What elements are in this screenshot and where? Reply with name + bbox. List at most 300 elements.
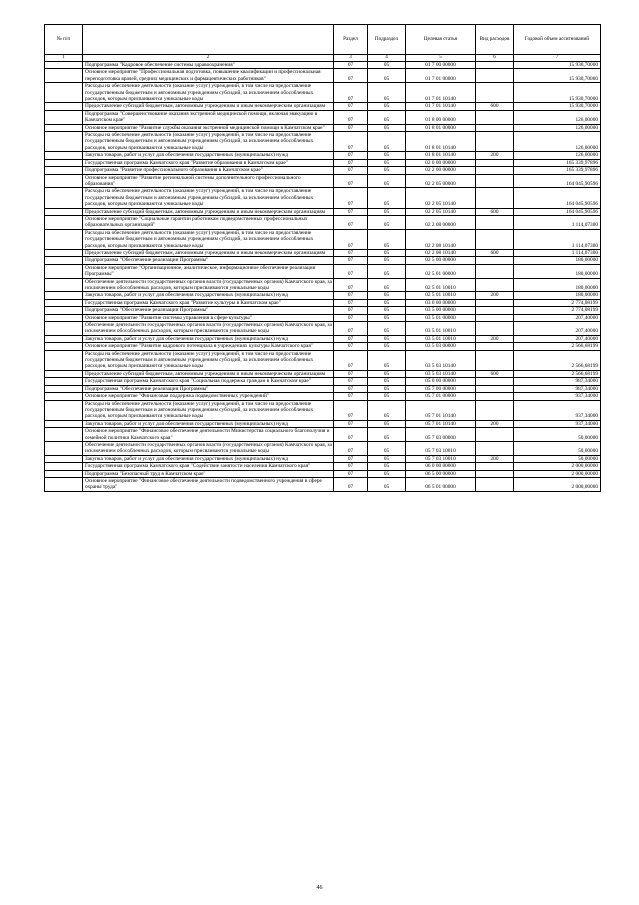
row-target-article-cell: 01 8 01 10140 [406, 152, 476, 159]
row-subsection-cell: 05 [368, 378, 406, 385]
row-number-cell [45, 249, 83, 256]
row-name-cell: Основное мероприятие "Профессиональная подготовка, повышение квалификации и профессиональная переподготовка врачей, средних медицинских и фармацевтических работников" [83, 69, 334, 83]
budget-table-sheet [44, 24, 600, 492]
table-row [45, 69, 601, 83]
table-row [45, 441, 601, 455]
row-number-cell [45, 110, 83, 124]
row-section-cell: 07 [334, 103, 368, 110]
row-target-article-cell: 06 5 00 00000 [406, 470, 476, 477]
row-number-cell [45, 292, 83, 299]
row-expense-type-cell [476, 350, 514, 370]
row-section-cell: 07 [334, 385, 368, 392]
row-amount-cell: 207,40000 [514, 322, 601, 336]
row-number-cell [45, 188, 83, 208]
row-target-article-cell: 01 8 01 00000 [406, 124, 476, 131]
row-section-cell: 07 [334, 378, 368, 385]
row-subsection-cell: 05 [368, 385, 406, 392]
row-section-cell: 07 [334, 167, 368, 174]
row-target-article-cell: 05 0 00 00000 [406, 378, 476, 385]
row-name-cell: Подпрограмма "Развитие профессионального образования в Камчатском крае" [83, 167, 334, 174]
row-target-article-cell: 03 5 01 00000 [406, 314, 476, 321]
row-section-cell: 07 [334, 124, 368, 131]
row-expense-type-cell [476, 400, 514, 420]
row-number-cell [45, 322, 83, 336]
table-row [45, 62, 601, 69]
row-amount-cell: 164 045,90596 [514, 208, 601, 215]
row-amount-cell: 1 114,07300 [514, 249, 601, 256]
row-name-cell: Государственная программа Камчатского края "Развитие культуры в Камчатском крае" [83, 299, 334, 306]
row-target-article-cell: 02 5 01 10010 [406, 278, 476, 292]
row-amount-cell: 180,00000 [514, 264, 601, 278]
row-target-article-cell: 01 7 00 00000 [406, 62, 476, 69]
table-row [45, 215, 601, 229]
table-row [45, 152, 601, 159]
row-section-cell: 07 [334, 229, 368, 249]
table-row [45, 370, 601, 377]
row-number-cell [45, 208, 83, 215]
row-section-cell: 07 [334, 335, 368, 342]
table-row [45, 167, 601, 174]
row-target-article-cell: 03 5 01 10010 [406, 335, 476, 342]
row-number-cell [45, 441, 83, 455]
row-subsection-cell: 05 [368, 83, 406, 103]
row-number-cell [45, 124, 83, 131]
row-name-cell: Расходы на обеспечение деятельности (оказание услуг) учреждений, в том числе на предоставление государственным бюджетным и автономным учреждениям субсидий, за исключением обособленных расходов, которым присваиваются уникальные коды [83, 83, 334, 103]
row-target-article-cell: 05 7 01 00000 [406, 393, 476, 400]
row-name-cell: Основное мероприятие "Развитие службы оказания экстренной медицинской помощи в Камчатском крае" [83, 124, 334, 131]
row-target-article-cell: 05 7 03 10010 [406, 455, 476, 462]
header-section: Раздел [334, 25, 368, 55]
row-subsection-cell: 05 [368, 370, 406, 377]
row-subsection-cell: 05 [368, 110, 406, 124]
row-subsection-cell: 05 [368, 428, 406, 442]
row-number-cell [45, 174, 83, 188]
row-subsection-cell: 05 [368, 307, 406, 314]
row-amount-cell: 15 930,70000 [514, 62, 601, 69]
row-expense-type-cell [476, 188, 514, 208]
row-expense-type-cell [476, 307, 514, 314]
row-subsection-cell: 05 [368, 463, 406, 470]
row-expense-type-cell [476, 322, 514, 336]
row-subsection-cell: 05 [368, 62, 406, 69]
column-number: 6 [476, 55, 514, 62]
header-name [83, 25, 334, 55]
row-expense-type-cell [476, 314, 514, 321]
table-row [45, 174, 601, 188]
row-section-cell: 07 [334, 69, 368, 83]
row-amount-cell: 126,00000 [514, 152, 601, 159]
row-target-article-cell: 02 2 08 00000 [406, 215, 476, 229]
row-amount-cell: 2 000,00000 [514, 477, 601, 491]
table-row [45, 264, 601, 278]
row-section-cell: 07 [334, 264, 368, 278]
row-name-cell: Расходы на обеспечение деятельности (оказание услуг) учреждений, в том числе на предоставление государственным бюджетным и автономным учреждениям субсидий, за исключением обособленных расходов, которым присваиваются уникальные коды [83, 229, 334, 249]
row-expense-type-cell: 200 [476, 455, 514, 462]
row-name-cell: Основное мероприятие "Финансовая поддержка подведомственных учреждений" [83, 393, 334, 400]
row-number-cell [45, 69, 83, 83]
row-amount-cell: 164 045,90596 [514, 188, 601, 208]
row-number-cell [45, 215, 83, 229]
row-subsection-cell: 05 [368, 159, 406, 166]
row-number-cell [45, 420, 83, 427]
row-expense-type-cell [476, 477, 514, 491]
row-subsection-cell: 05 [368, 299, 406, 306]
row-name-cell: Закупка товаров, работ и услуг для обеспечения государственных (муниципальных) нужд [83, 455, 334, 462]
row-subsection-cell: 05 [368, 257, 406, 264]
row-amount-cell: 126,00000 [514, 124, 601, 131]
row-section-cell: 07 [334, 463, 368, 470]
row-subsection-cell: 05 [368, 477, 406, 491]
row-expense-type-cell [476, 385, 514, 392]
row-section-cell: 07 [334, 441, 368, 455]
row-section-cell: 07 [334, 314, 368, 321]
row-target-article-cell: 01 7 01 10140 [406, 83, 476, 103]
row-target-article-cell: 03 5 01 10010 [406, 322, 476, 336]
row-amount-cell: 937,34000 [514, 393, 601, 400]
row-expense-type-cell [476, 299, 514, 306]
row-subsection-cell: 05 [368, 322, 406, 336]
row-name-cell: Подпрограмма "Безопасный труд в Камчатском крае" [83, 470, 334, 477]
table-row [45, 278, 601, 292]
row-expense-type-cell [476, 343, 514, 350]
row-number-cell [45, 167, 83, 174]
row-section-cell: 07 [334, 393, 368, 400]
row-name-cell: Закупка товаров, работ и услуг для обеспечения государственных (муниципальных) нужд [83, 152, 334, 159]
row-number-cell [45, 343, 83, 350]
row-expense-type-cell [476, 159, 514, 166]
row-expense-type-cell [476, 69, 514, 83]
row-expense-type-cell [476, 167, 514, 174]
row-amount-cell: 1 114,07300 [514, 229, 601, 249]
row-target-article-cell: 01 8 00 00000 [406, 110, 476, 124]
row-amount-cell: 180,00000 [514, 278, 601, 292]
table-row [45, 393, 601, 400]
table-row [45, 470, 601, 477]
row-section-cell: 07 [334, 174, 368, 188]
row-expense-type-cell [476, 278, 514, 292]
table-row [45, 307, 601, 314]
row-number-cell [45, 83, 83, 103]
row-section-cell: 07 [334, 470, 368, 477]
row-section-cell: 07 [334, 370, 368, 377]
row-target-article-cell: 02 5 00 00000 [406, 257, 476, 264]
table-row [45, 132, 601, 152]
row-section-cell: 07 [334, 110, 368, 124]
row-target-article-cell: 05 7 01 10140 [406, 420, 476, 427]
row-name-cell: Закупка товаров, работ и услуг для обеспечения государственных (муниципальных) нужд [83, 335, 334, 342]
row-name-cell: Основное мероприятие "Организационное, аналитическое, информационное обеспечение реализации Программы" [83, 264, 334, 278]
row-amount-cell: 1 114,07300 [514, 215, 601, 229]
row-section-cell: 07 [334, 420, 368, 427]
table-row [45, 314, 601, 321]
table-body [45, 62, 601, 492]
row-number-cell [45, 370, 83, 377]
table-row [45, 208, 601, 215]
row-section-cell: 07 [334, 299, 368, 306]
row-section-cell: 07 [334, 188, 368, 208]
row-target-article-cell: 02 0 00 00000 [406, 159, 476, 166]
header-expense-type: Вид расходов [476, 25, 514, 55]
row-subsection-cell: 05 [368, 264, 406, 278]
row-number-cell [45, 152, 83, 159]
row-target-article-cell: 06 5 01 00000 [406, 477, 476, 491]
row-name-cell: Расходы на обеспечение деятельности (оказание услуг) учреждений, в том числе на предоставление государственным бюджетным и автономным учреждениям субсидий, за исключением обособленных расходов, которым присваиваются уникальные коды [83, 400, 334, 420]
row-expense-type-cell [476, 441, 514, 455]
row-expense-type-cell [476, 62, 514, 69]
row-expense-type-cell [476, 229, 514, 249]
row-subsection-cell: 05 [368, 208, 406, 215]
table-row [45, 229, 601, 249]
row-target-article-cell: 02 5 01 00000 [406, 264, 476, 278]
table-row [45, 83, 601, 103]
row-expense-type-cell: 200 [476, 292, 514, 299]
row-section-cell: 07 [334, 322, 368, 336]
row-subsection-cell: 05 [368, 393, 406, 400]
row-section-cell: 07 [334, 400, 368, 420]
row-expense-type-cell [476, 215, 514, 229]
table-row [45, 188, 601, 208]
row-number-cell [45, 229, 83, 249]
table-row [45, 477, 601, 491]
row-section-cell: 07 [334, 62, 368, 69]
row-number-cell [45, 350, 83, 370]
row-expense-type-cell: 600 [476, 249, 514, 256]
row-name-cell: Основное мероприятие "Развитие кадрового потенциала в учреждениях культуры Камчатского края" [83, 343, 334, 350]
row-subsection-cell: 05 [368, 124, 406, 131]
row-amount-cell: 2 566,68199 [514, 370, 601, 377]
row-target-article-cell: 02 2 00 00000 [406, 167, 476, 174]
header-subsection: Подраздел [368, 25, 406, 55]
row-section-cell: 07 [334, 477, 368, 491]
row-section-cell: 07 [334, 455, 368, 462]
row-name-cell: Предоставление субсидий бюджетным, автономным учреждениям и иным некоммерческим организациям [83, 370, 334, 377]
row-amount-cell: 987,34000 [514, 385, 601, 392]
row-amount-cell: 50,00000 [514, 455, 601, 462]
header-target-article: Целевая статья [406, 25, 476, 55]
row-expense-type-cell [476, 83, 514, 103]
table-row [45, 343, 601, 350]
row-amount-cell: 165 339,97896 [514, 159, 601, 166]
row-amount-cell: 937,34000 [514, 400, 601, 420]
row-subsection-cell: 05 [368, 174, 406, 188]
row-subsection-cell: 05 [368, 249, 406, 256]
table-row [45, 378, 601, 385]
table-row [45, 249, 601, 256]
row-target-article-cell: 02 2 08 10140 [406, 249, 476, 256]
row-name-cell: Основное мероприятие "Социальные гарантии работникам подведомственных профессиональных образовательных организаций" [83, 215, 334, 229]
row-expense-type-cell [476, 428, 514, 442]
row-target-article-cell: 06 0 00 00000 [406, 463, 476, 470]
row-section-cell: 07 [334, 428, 368, 442]
row-number-cell [45, 257, 83, 264]
row-target-article-cell: 05 7 01 10140 [406, 400, 476, 420]
row-subsection-cell: 05 [368, 152, 406, 159]
row-subsection-cell: 05 [368, 167, 406, 174]
row-expense-type-cell [476, 470, 514, 477]
row-subsection-cell: 05 [368, 292, 406, 299]
row-name-cell: Предоставление субсидий бюджетным, автономным учреждениям и иным некоммерческим организациям [83, 249, 334, 256]
row-target-article-cell: 02 2 08 10140 [406, 229, 476, 249]
row-name-cell: Государственная программа Камчатского края "Социальная поддержка граждан в Камчатском крае" [83, 378, 334, 385]
table-row [45, 428, 601, 442]
row-name-cell: Расходы на обеспечение деятельности (оказание услуг) учреждений, в том числе на предоставление государственным бюджетным и автономным учреждениям субсидий, за исключением обособленных расходов, которым присваиваются уникальные коды [83, 350, 334, 370]
row-number-cell [45, 428, 83, 442]
row-expense-type-cell: 600 [476, 208, 514, 215]
row-number-cell [45, 307, 83, 314]
row-name-cell: Закупка товаров, работ и услуг для обеспечения государственных (муниципальных) нужд [83, 292, 334, 299]
row-target-article-cell: 02 2 05 10140 [406, 188, 476, 208]
row-subsection-cell: 05 [368, 343, 406, 350]
row-amount-cell: 987,34000 [514, 378, 601, 385]
row-name-cell: Предоставление субсидий бюджетным, автономным учреждениям и иным некоммерческим организациям [83, 103, 334, 110]
column-number-row [45, 55, 601, 62]
row-amount-cell: 2 774,08199 [514, 307, 601, 314]
row-number-cell [45, 62, 83, 69]
row-name-cell: Обеспечение деятельности государственных органов власти (государственных органов) Камчатского края, за исключением обособленных расходов, которым присваиваются уникальные коды [83, 322, 334, 336]
row-name-cell: Расходы на обеспечение деятельности (оказание услуг) учреждений, в том числе на предоставление государственным бюджетным и автономным учреждениям субсидий, за исключением обособленных расходов, которым присваиваются уникальные коды [83, 188, 334, 208]
row-number-cell [45, 335, 83, 342]
row-amount-cell: 2 566,68199 [514, 350, 601, 370]
row-section-cell: 07 [334, 278, 368, 292]
column-number: 7 [514, 55, 601, 62]
row-amount-cell: 165 339,97896 [514, 167, 601, 174]
row-target-article-cell: 02 2 05 00000 [406, 174, 476, 188]
row-target-article-cell: 03 0 00 00000 [406, 299, 476, 306]
row-subsection-cell: 05 [368, 215, 406, 229]
row-section-cell: 07 [334, 83, 368, 103]
row-name-cell: Подпрограмма "Обеспечение реализации Программы" [83, 307, 334, 314]
row-subsection-cell: 05 [368, 335, 406, 342]
row-name-cell: Государственная программа Камчатского края "Развитие образования в Камчатском крае" [83, 159, 334, 166]
row-subsection-cell: 05 [368, 69, 406, 83]
row-number-cell [45, 455, 83, 462]
row-subsection-cell: 05 [368, 455, 406, 462]
row-expense-type-cell [476, 264, 514, 278]
row-subsection-cell: 05 [368, 132, 406, 152]
row-amount-cell: 164 045,90596 [514, 174, 601, 188]
row-subsection-cell: 05 [368, 188, 406, 208]
row-subsection-cell: 05 [368, 314, 406, 321]
table-row [45, 385, 601, 392]
column-number: 4 [368, 55, 406, 62]
row-expense-type-cell: 600 [476, 370, 514, 377]
row-subsection-cell: 05 [368, 470, 406, 477]
row-subsection-cell: 05 [368, 278, 406, 292]
row-subsection-cell: 05 [368, 350, 406, 370]
header-num: № п/п [45, 25, 83, 55]
row-amount-cell: 15 930,70000 [514, 69, 601, 83]
table-row [45, 159, 601, 166]
row-subsection-cell: 05 [368, 400, 406, 420]
table-row [45, 299, 601, 306]
row-target-article-cell: 01 8 01 10140 [406, 132, 476, 152]
row-subsection-cell: 05 [368, 103, 406, 110]
row-name-cell: Основное мероприятие "Развитие региональной системы дополнительного профессионального образования" [83, 174, 334, 188]
row-expense-type-cell [476, 393, 514, 400]
row-expense-type-cell: 200 [476, 335, 514, 342]
row-name-cell: Закупка товаров, работ и услуг для обеспечения государственных (муниципальных) нужд [83, 420, 334, 427]
row-number-cell [45, 477, 83, 491]
row-subsection-cell: 05 [368, 229, 406, 249]
row-amount-cell: 15 930,70000 [514, 83, 601, 103]
row-number-cell [45, 314, 83, 321]
row-name-cell: Подпрограмма "Совершенствование оказания экстренной медицинской помощи, включая эвакуацию в Камчатском крае" [83, 110, 334, 124]
column-number: 1 [45, 55, 83, 62]
row-subsection-cell: 05 [368, 420, 406, 427]
row-section-cell: 07 [334, 159, 368, 166]
table-row [45, 322, 601, 336]
row-section-cell: 07 [334, 152, 368, 159]
row-name-cell: Обеспечение деятельности государственных органов власти (государственных органов) Камчатского края, за исключением обособленных расходов, которым присваиваются уникальные коды [83, 278, 334, 292]
row-subsection-cell: 05 [368, 441, 406, 455]
row-name-cell: Подпрограмма "Кадровое обеспечение системы здравоохранения" [83, 62, 334, 69]
row-target-article-cell: 02 2 05 10140 [406, 208, 476, 215]
table-row [45, 103, 601, 110]
column-number: 5 [406, 55, 476, 62]
column-number: 3 [334, 55, 368, 62]
row-expense-type-cell [476, 110, 514, 124]
row-name-cell: Подпрограмма "Обеспечение реализации Программы" [83, 385, 334, 392]
table-row [45, 400, 601, 420]
table-row [45, 124, 601, 131]
row-name-cell: Основное мероприятие "Финансовое обеспечение деятельности подведомственного учреждения в сфере охраны труда" [83, 477, 334, 491]
row-expense-type-cell [476, 463, 514, 470]
table-row [45, 257, 601, 264]
row-number-cell [45, 400, 83, 420]
row-section-cell: 07 [334, 350, 368, 370]
row-name-cell: Расходы на обеспечение деятельности (оказание услуг) учреждений, в том числе на предоставление государственным бюджетным и автономным учреждениям субсидий, за исключением обособленных расходов, которым присваиваются уникальные коды [83, 132, 334, 152]
row-amount-cell: 180,00000 [514, 257, 601, 264]
row-target-article-cell: 03 5 03 10140 [406, 370, 476, 377]
row-target-article-cell: 03 5 00 00000 [406, 307, 476, 314]
row-amount-cell: 126,00000 [514, 110, 601, 124]
row-amount-cell: 937,34000 [514, 420, 601, 427]
table-row [45, 455, 601, 462]
row-expense-type-cell: 200 [476, 152, 514, 159]
table-header-row [45, 25, 601, 55]
row-expense-type-cell [476, 378, 514, 385]
row-expense-type-cell: 600 [476, 103, 514, 110]
row-target-article-cell: 05 7 00 00000 [406, 385, 476, 392]
row-target-article-cell: 05 7 03 10010 [406, 441, 476, 455]
row-number-cell [45, 264, 83, 278]
row-section-cell: 07 [334, 215, 368, 229]
row-name-cell: Подпрограмма "Обеспечение реализации Программы" [83, 257, 334, 264]
row-section-cell: 07 [334, 292, 368, 299]
row-amount-cell: 2 566,68199 [514, 343, 601, 350]
row-number-cell [45, 470, 83, 477]
table-row [45, 110, 601, 124]
row-amount-cell: 2 774,08199 [514, 299, 601, 306]
row-name-cell: Основное мероприятие "Финансовое обеспечение деятельности Министерства социального благополучия и семейной политики Камчатского края" [83, 428, 334, 442]
row-section-cell: 07 [334, 132, 368, 152]
row-amount-cell: 180,00000 [514, 292, 601, 299]
row-target-article-cell: 02 5 01 10010 [406, 292, 476, 299]
row-amount-cell: 2 000,00000 [514, 470, 601, 477]
row-expense-type-cell [476, 124, 514, 131]
row-name-cell: Государственная программа Камчатского края "Содействие занятости населения Камчатского края" [83, 463, 334, 470]
table-row [45, 350, 601, 370]
row-amount-cell: 15 930,70000 [514, 103, 601, 110]
row-amount-cell: 50,00000 [514, 428, 601, 442]
row-expense-type-cell [476, 257, 514, 264]
row-section-cell: 07 [334, 208, 368, 215]
row-expense-type-cell: 200 [476, 420, 514, 427]
row-target-article-cell: 05 7 03 00000 [406, 428, 476, 442]
row-expense-type-cell [476, 132, 514, 152]
row-section-cell: 07 [334, 257, 368, 264]
row-name-cell: Предоставление субсидий бюджетным, автономным учреждениям и иным некоммерческим организациям [83, 208, 334, 215]
